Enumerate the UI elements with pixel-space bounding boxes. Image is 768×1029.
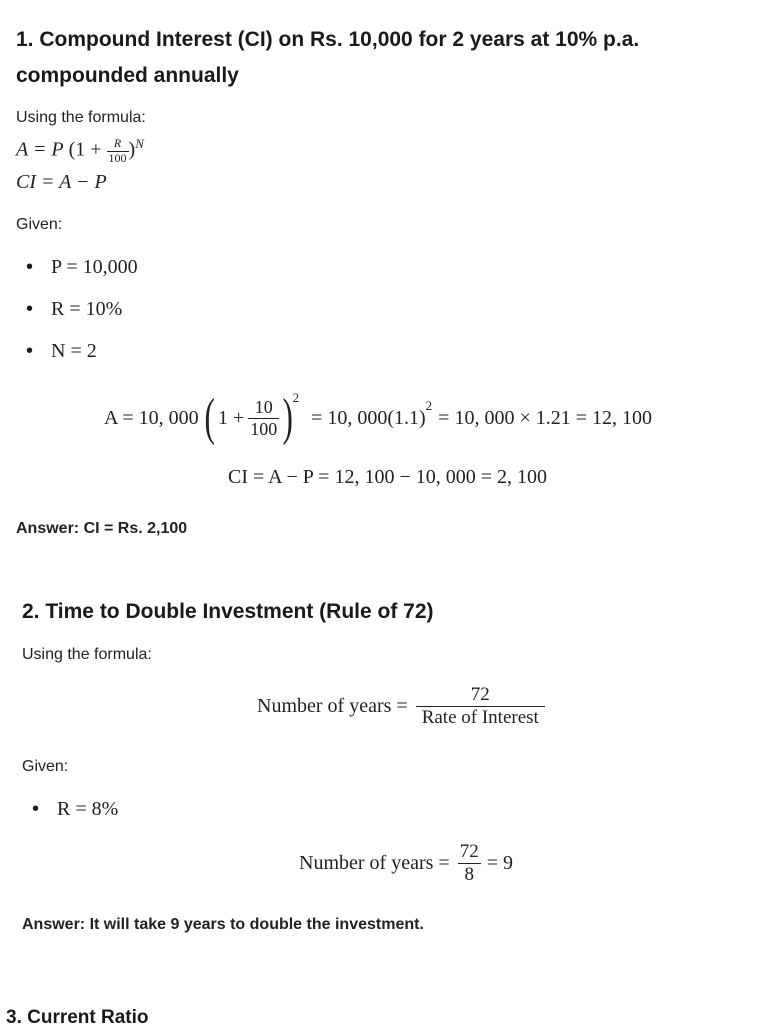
section-2-given-label: Given: [22,758,69,775]
given-item-rate [26,298,122,321]
section-2-answer: Answer: It will take 9 years to double the investment. [22,916,424,933]
given-item-years [26,340,97,363]
section-1-heading-line-2: compounded annually [16,64,239,87]
rule-of-72-numerator: 72 [416,684,545,707]
section-1-heading-line-1: 1. Compound Interest (CI) on Rs. 10,000 for 2 years at 10% p.a. [16,28,640,51]
years-calc-rhs: = 9 [486,851,513,874]
given-item-rate-text: R = 10% [51,298,123,320]
years-calc-denominator: 8 [464,863,474,885]
given-item-principal [26,256,138,279]
bullet-icon: • [26,256,34,278]
rule-of-72-lhs: Number of years = [257,694,408,717]
given-item-principal-text: P = 10,000 [51,256,138,278]
years-calc-fraction [458,841,481,886]
formula-ci [16,171,107,194]
amount-calc-mid: = 10, 000(1.1) [311,406,426,429]
amount-calc-open-paren: ( [204,389,215,446]
formula-ci-text: CI = A − P [16,171,107,193]
formula-amount-fraction [107,137,129,166]
section-1-answer: Answer: CI = Rs. 2,100 [16,520,188,537]
amount-calc-close-paren: ) [282,389,294,446]
years-calc-lhs: Number of years = [299,851,450,874]
rule-of-72-denominator: Rate of Interest [421,706,539,728]
formula-amount-close: ) [128,138,136,161]
amount-calc-fraction [248,397,279,439]
ci-calculation [228,466,547,489]
bullet-icon: • [26,298,34,320]
given-item-rate-8 [32,798,118,821]
amount-calc-lhs: A = 10, 000 [104,406,199,429]
rule-of-72-formula [257,684,545,729]
formula-amount-denominator: 100 [108,150,127,165]
ci-calculation-text: CI = A − P = 12, 100 − 10, 000 = 2, 100 [228,466,548,488]
amount-calc-numerator: 10 [248,397,279,419]
formula-amount-lhs: A = P [16,138,64,161]
section-3-heading: 3. Current Ratio [6,1007,149,1028]
formula-amount [16,136,144,165]
bullet-icon: • [32,798,40,820]
section-2-heading: 2. Time to Double Investment (Rule of 72) [22,600,434,623]
section-2-using-label: Using the formula: [22,646,152,663]
amount-calc-mid-exponent: 2 [425,398,433,413]
amount-calc-denominator: 100 [250,418,278,439]
bullet-icon: • [26,340,34,362]
formula-amount-exponent: N [135,136,144,151]
formula-amount-numerator: R [107,137,129,152]
given-item-rate-8-text: R = 8% [57,798,119,820]
section-1-given-label: Given: [16,216,63,233]
amount-calc-result: = 10, 000 × 1.21 = 12, 100 [438,406,653,429]
years-calc-numerator: 72 [459,841,479,862]
years-calculation [299,841,513,886]
given-item-years-text: N = 2 [51,340,97,362]
section-1-using-label: Using the formula: [16,109,146,126]
rule-of-72-fraction [416,684,545,729]
amount-calc-exponent: 2 [292,390,300,405]
amount-calc-one: 1 + [217,406,245,429]
amount-calculation [104,390,652,446]
formula-amount-open: (1 + [68,138,102,161]
